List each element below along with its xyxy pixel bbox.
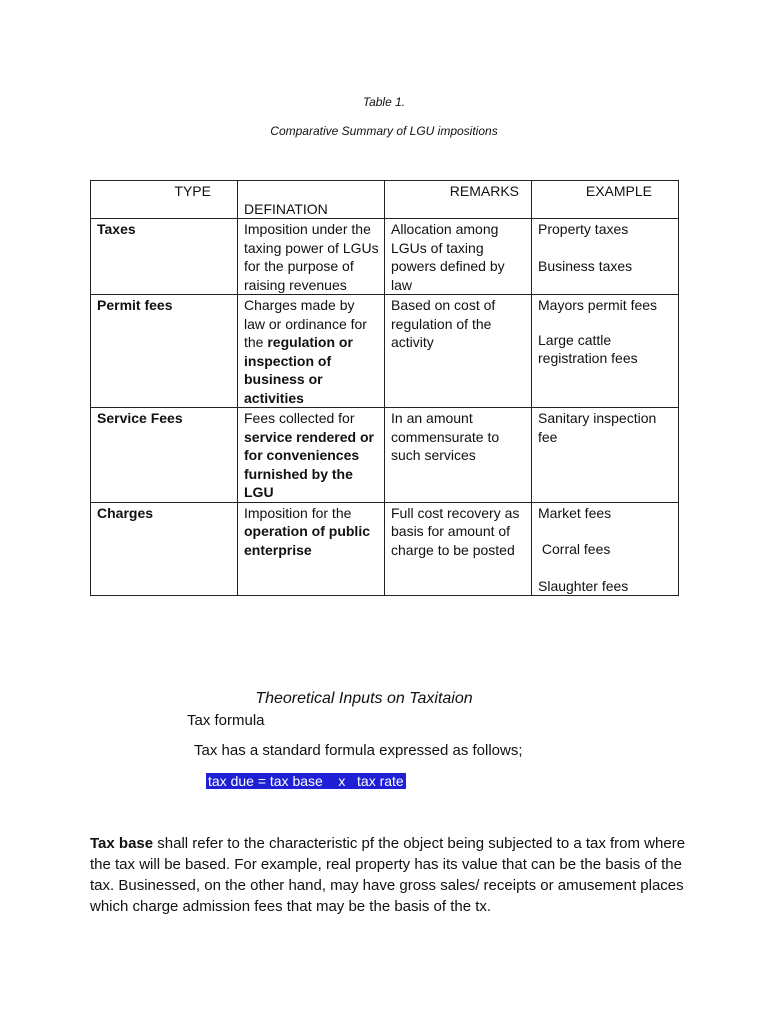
row-definition <box>238 295 385 408</box>
row-definition <box>238 408 385 503</box>
formula-intro: Tax has a standard formula expressed as follows; <box>194 742 523 759</box>
table-row <box>91 502 679 596</box>
table-row <box>91 295 679 408</box>
row-definition <box>238 219 385 295</box>
row-remarks: Allocation among LGUs of taxing powers defined by law <box>385 219 532 295</box>
table-row <box>91 219 679 295</box>
row-examples <box>532 408 679 503</box>
row-type: Taxes <box>91 219 238 295</box>
example-item: Business taxes <box>538 257 633 274</box>
example-item: Market fees <box>538 504 612 521</box>
header-definition: DEFINATION <box>238 181 385 219</box>
header-remarks: REMARKS <box>385 181 532 219</box>
row-remarks: Full cost recovery as basis for amount of charge to be posted <box>385 502 532 596</box>
table-number-caption: Table 1. <box>362 95 406 109</box>
row-examples <box>532 219 679 295</box>
paragraph-text: shall refer to the characteristic pf the object being subjected to a tax from where the tax will be based. For example, real property has its value that can be the basis of the tax. Businessed, on the other hand, may have gross sales/ receipts or amusement places which charge admission fees that may be the basis of the tx. <box>90 835 686 915</box>
example-item: Corral fees <box>538 541 611 557</box>
definition-text: Imposition under the taxing power of LGUs for the purpose of raising revenues <box>244 221 379 293</box>
tax-base-paragraph <box>90 833 690 917</box>
row-examples <box>532 502 679 596</box>
definition-bold-text: regulation or inspection of business or activities <box>244 334 353 406</box>
row-definition <box>238 502 385 596</box>
row-remarks: Based on cost of regulation of the activity <box>385 295 532 408</box>
row-remarks: In an amount commensurate to such services <box>385 408 532 503</box>
section-subheading: Tax formula <box>187 712 265 729</box>
example-item: Slaughter fees <box>538 577 629 594</box>
row-type: Permit fees <box>91 295 238 408</box>
example-item: Sanitary inspection fee <box>538 410 657 445</box>
definition-text: Charges made by law or ordinance for the <box>244 297 367 350</box>
section-heading: Theoretical Inputs on Taxitaion <box>255 690 473 707</box>
example-item: Mayors permit fees <box>538 297 658 313</box>
example-item: Large cattle registration fees <box>538 331 638 366</box>
definition-bold-text: operation of public enterprise <box>244 523 370 558</box>
header-type: TYPE <box>91 181 238 219</box>
row-type: Charges <box>91 502 238 596</box>
example-item: Property taxes <box>538 221 629 237</box>
paragraph-term: Tax base <box>90 835 154 852</box>
table-row <box>91 408 679 503</box>
definition-text: Fees collected for <box>244 410 355 426</box>
tax-formula-highlight: tax due = tax base x tax rate <box>208 773 404 789</box>
definition-text: Imposition for the <box>244 504 352 521</box>
header-example: EXAMPLE <box>532 181 679 219</box>
row-examples <box>532 295 679 408</box>
table-header-row <box>91 181 679 219</box>
row-type: Service Fees <box>91 408 238 503</box>
definition-bold-text: service rendered or for conveniences furnished by the LGU <box>244 428 374 500</box>
lgu-impositions-table <box>90 180 679 596</box>
table-title-caption: Comparative Summary of LGU impositions <box>270 124 498 138</box>
